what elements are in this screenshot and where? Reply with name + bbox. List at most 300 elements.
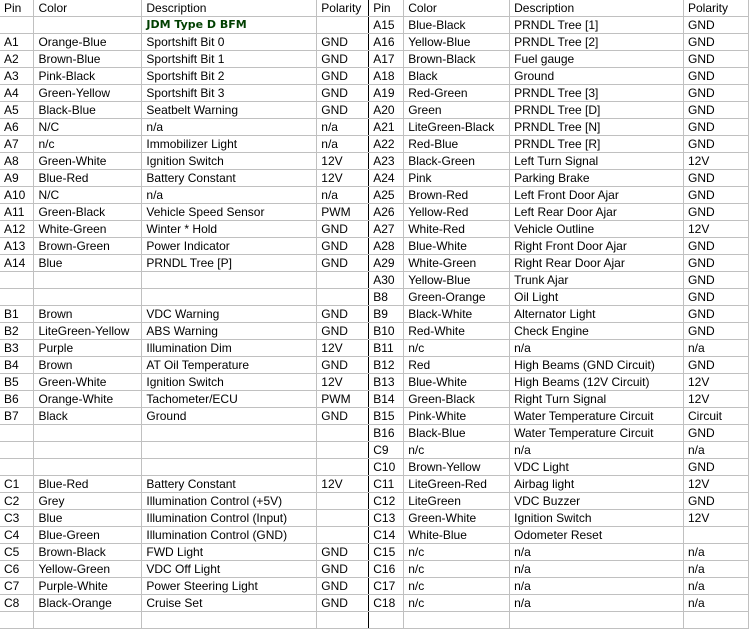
right-pin-cell: A30 [369,272,404,289]
right-pin-cell: A18 [369,68,404,85]
left-pin-cell: C6 [0,561,34,578]
right-polarity-cell: GND [684,255,749,272]
left-pin-cell: B5 [0,374,34,391]
left-pin-cell: C2 [0,493,34,510]
right-header-description: Description [510,0,684,17]
left-description-cell: Winter * Hold [142,221,317,238]
right-pin-cell [369,612,404,629]
right-color-cell: n/c [404,442,510,459]
left-pin-cell [0,459,34,476]
left-color-cell: Black [34,408,142,425]
right-color-cell: Brown-Yellow [404,459,510,476]
right-pin-cell: C17 [369,578,404,595]
table-row [0,204,749,221]
right-polarity-cell: n/a [684,340,749,357]
left-description-cell: Illumination Control (GND) [142,527,317,544]
left-description-cell: ABS Warning [142,323,317,340]
right-pin-cell: B16 [369,425,404,442]
left-polarity-cell: 12V [317,153,369,170]
right-pin-cell: B9 [369,306,404,323]
right-polarity-cell: GND [684,357,749,374]
left-color-cell [34,17,142,34]
left-pin-cell: C7 [0,578,34,595]
table-row [0,391,749,408]
left-polarity-cell [317,289,369,306]
right-polarity-cell: GND [684,306,749,323]
left-polarity-cell: 12V [317,476,369,493]
right-description-cell: Ignition Switch [510,510,684,527]
right-description-cell: High Beams (GND Circuit) [510,357,684,374]
right-polarity-cell: 12V [684,153,749,170]
left-polarity-cell: GND [317,68,369,85]
right-description-cell: PRNDL Tree [3] [510,85,684,102]
right-polarity-cell: GND [684,85,749,102]
right-description-cell: n/a [510,578,684,595]
left-pin-cell: B4 [0,357,34,374]
left-description-cell [142,612,317,629]
table-row [0,17,749,34]
right-color-cell: Red-Green [404,85,510,102]
right-color-cell: White-Red [404,221,510,238]
left-polarity-cell [317,425,369,442]
left-pin-cell: C8 [0,595,34,612]
left-polarity-cell [317,442,369,459]
right-polarity-cell: GND [684,119,749,136]
left-polarity-cell: GND [317,323,369,340]
left-polarity-cell: GND [317,408,369,425]
table-row [0,221,749,238]
left-polarity-cell: GND [317,51,369,68]
left-pin-cell: A14 [0,255,34,272]
right-polarity-cell: Circuit [684,408,749,425]
left-color-cell: Brown-Green [34,238,142,255]
left-color-cell [34,272,142,289]
right-color-cell: Brown-Red [404,187,510,204]
right-color-cell: LiteGreen [404,493,510,510]
left-polarity-cell: n/a [317,119,369,136]
right-pin-cell: B11 [369,340,404,357]
left-pin-cell: A10 [0,187,34,204]
left-color-cell: Yellow-Green [34,561,142,578]
right-description-cell: Vehicle Outline [510,221,684,238]
right-color-cell: Yellow-Blue [404,34,510,51]
table-row [0,527,749,544]
left-polarity-cell: PWM [317,204,369,221]
table-row [0,187,749,204]
right-color-cell: LiteGreen-Red [404,476,510,493]
left-pin-cell [0,425,34,442]
left-pin-cell: B6 [0,391,34,408]
right-pin-cell: C16 [369,561,404,578]
right-color-cell: Blue-White [404,374,510,391]
table-row [0,459,749,476]
left-color-cell: Brown [34,306,142,323]
right-polarity-cell: GND [684,323,749,340]
right-description-cell: PRNDL Tree [D] [510,102,684,119]
right-color-cell: LiteGreen-Black [404,119,510,136]
right-polarity-cell: GND [684,187,749,204]
right-color-cell: Red [404,357,510,374]
right-color-cell: Green-White [404,510,510,527]
left-pin-cell: A6 [0,119,34,136]
right-color-cell: Green-Orange [404,289,510,306]
right-pin-cell: C12 [369,493,404,510]
right-description-cell: Airbag light [510,476,684,493]
table-row [0,289,749,306]
right-polarity-cell: 12V [684,510,749,527]
left-color-cell: White-Green [34,221,142,238]
right-pin-cell: C18 [369,595,404,612]
right-polarity-cell: GND [684,493,749,510]
right-polarity-cell: n/a [684,595,749,612]
right-description-cell: n/a [510,544,684,561]
right-pin-cell: A20 [369,102,404,119]
left-description-cell: Cruise Set [142,595,317,612]
left-description-cell: Sportshift Bit 3 [142,85,317,102]
left-polarity-cell: GND [317,85,369,102]
left-pin-cell [0,612,34,629]
left-color-cell [34,425,142,442]
right-pin-cell: A28 [369,238,404,255]
right-description-cell: Left Turn Signal [510,153,684,170]
right-polarity-cell: GND [684,102,749,119]
right-color-cell: Red-Blue [404,136,510,153]
left-polarity-cell: GND [317,578,369,595]
table-row [0,357,749,374]
left-description-cell: Power Indicator [142,238,317,255]
left-color-cell [34,459,142,476]
right-pin-cell: B10 [369,323,404,340]
left-description-cell: Battery Constant [142,170,317,187]
left-color-cell: Brown-Blue [34,51,142,68]
right-polarity-cell: n/a [684,561,749,578]
right-description-cell: VDC Buzzer [510,493,684,510]
left-color-cell: Green-Yellow [34,85,142,102]
right-color-cell: Pink [404,170,510,187]
left-description-cell: Immobilizer Light [142,136,317,153]
right-color-cell: Blue-Black [404,17,510,34]
right-description-cell: Right Front Door Ajar [510,238,684,255]
left-pin-cell: A7 [0,136,34,153]
table-row [0,561,749,578]
right-polarity-cell [684,527,749,544]
left-color-cell: Brown [34,357,142,374]
right-pin-cell: A29 [369,255,404,272]
left-polarity-cell: GND [317,306,369,323]
right-pin-cell: A15 [369,17,404,34]
left-color-cell: LiteGreen-Yellow [34,323,142,340]
table-row [0,119,749,136]
right-description-cell: Trunk Ajar [510,272,684,289]
left-polarity-cell [317,493,369,510]
right-pin-cell: A17 [369,51,404,68]
table-row [0,595,749,612]
right-pin-cell: B15 [369,408,404,425]
left-color-cell: Blue-Red [34,476,142,493]
left-header-description: Description [142,0,317,17]
table-row [0,255,749,272]
right-header-pin: Pin [369,0,404,17]
left-polarity-cell: PWM [317,391,369,408]
right-polarity-cell: GND [684,17,749,34]
right-description-cell: VDC Light [510,459,684,476]
table-row [0,476,749,493]
left-description-cell: Ignition Switch [142,374,317,391]
right-polarity-cell: 12V [684,476,749,493]
left-description-cell: n/a [142,187,317,204]
left-color-cell: Pink-Black [34,68,142,85]
table-row [0,170,749,187]
left-description-cell: Sportshift Bit 1 [142,51,317,68]
right-polarity-cell: GND [684,51,749,68]
left-polarity-cell: GND [317,34,369,51]
right-polarity-cell: 12V [684,391,749,408]
left-pin-cell: A13 [0,238,34,255]
right-color-cell: n/c [404,544,510,561]
right-polarity-cell: GND [684,136,749,153]
right-pin-cell: B8 [369,289,404,306]
left-color-cell: Purple [34,340,142,357]
left-color-cell: Brown-Black [34,544,142,561]
right-description-cell: Fuel gauge [510,51,684,68]
right-color-cell: Brown-Black [404,51,510,68]
table-row [0,51,749,68]
table-row [0,238,749,255]
left-description-cell [142,272,317,289]
right-pin-cell: A19 [369,85,404,102]
table-row [0,408,749,425]
right-polarity-cell: 12V [684,374,749,391]
left-pin-cell: B1 [0,306,34,323]
right-pin-cell: A25 [369,187,404,204]
right-description-cell: n/a [510,561,684,578]
right-description-cell: Oil Light [510,289,684,306]
right-color-cell: Pink-White [404,408,510,425]
left-description-cell: Illumination Control (Input) [142,510,317,527]
right-pin-cell: C14 [369,527,404,544]
left-pin-cell: A12 [0,221,34,238]
left-description-cell: Vehicle Speed Sensor [142,204,317,221]
left-color-cell [34,612,142,629]
left-description-cell [142,425,317,442]
left-description-cell: Tachometer/ECU [142,391,317,408]
right-description-cell: PRNDL Tree [N] [510,119,684,136]
left-color-cell: N/C [34,119,142,136]
right-color-cell [404,612,510,629]
left-pin-cell: C3 [0,510,34,527]
right-pin-cell: B14 [369,391,404,408]
right-color-cell: Green [404,102,510,119]
left-description-cell: VDC Off Light [142,561,317,578]
right-color-cell: n/c [404,578,510,595]
left-color-cell: Black-Blue [34,102,142,119]
left-pin-cell [0,442,34,459]
left-pin-cell: C4 [0,527,34,544]
right-color-cell: Black-Green [404,153,510,170]
left-description-cell [142,289,317,306]
right-description-cell: High Beams (12V Circuit) [510,374,684,391]
right-pin-cell: C15 [369,544,404,561]
header-row [0,0,749,17]
table-row [0,612,749,629]
right-description-cell: Odometer Reset [510,527,684,544]
left-polarity-cell: GND [317,544,369,561]
left-header-polarity: Polarity [317,0,369,17]
right-description-cell: Right Rear Door Ajar [510,255,684,272]
table-row [0,510,749,527]
left-description-cell: PRNDL Tree [P] [142,255,317,272]
table-row [0,442,749,459]
left-description-cell: AT Oil Temperature [142,357,317,374]
right-pin-cell: A26 [369,204,404,221]
right-color-cell: Black [404,68,510,85]
right-polarity-cell: GND [684,272,749,289]
left-polarity-cell [317,272,369,289]
table-row [0,272,749,289]
right-description-cell: Right Turn Signal [510,391,684,408]
left-polarity-cell: 12V [317,170,369,187]
right-color-cell: n/c [404,595,510,612]
right-color-cell: n/c [404,561,510,578]
left-polarity-cell [317,17,369,34]
left-description-cell: Ground [142,408,317,425]
right-description-cell: Check Engine [510,323,684,340]
left-color-cell: Blue-Green [34,527,142,544]
left-pin-cell: A3 [0,68,34,85]
left-description-cell: Ignition Switch [142,153,317,170]
right-pin-cell: A24 [369,170,404,187]
left-description-cell: Power Steering Light [142,578,317,595]
left-polarity-cell: GND [317,255,369,272]
right-pin-cell: C10 [369,459,404,476]
left-pin-cell: B2 [0,323,34,340]
left-color-cell: Orange-White [34,391,142,408]
left-color-cell: Blue [34,255,142,272]
left-color-cell: n/c [34,136,142,153]
left-description-cell: Seatbelt Warning [142,102,317,119]
right-color-cell: Black-White [404,306,510,323]
left-pin-cell: A4 [0,85,34,102]
table-row [0,68,749,85]
left-polarity-cell: GND [317,357,369,374]
left-color-cell: Green-Black [34,204,142,221]
right-polarity-cell [684,612,749,629]
right-polarity-cell: n/a [684,544,749,561]
left-header-color: Color [34,0,142,17]
left-color-cell: Grey [34,493,142,510]
right-color-cell: Green-Black [404,391,510,408]
left-polarity-cell: GND [317,102,369,119]
right-description-cell: Alternator Light [510,306,684,323]
right-pin-cell: A16 [369,34,404,51]
right-polarity-cell: n/a [684,578,749,595]
left-polarity-cell [317,510,369,527]
right-description-cell: Ground [510,68,684,85]
right-polarity-cell: GND [684,204,749,221]
left-polarity-cell: GND [317,561,369,578]
left-description-cell: Sportshift Bit 2 [142,68,317,85]
left-description-cell: Illumination Control (+5V) [142,493,317,510]
table-row [0,136,749,153]
left-polarity-cell: 12V [317,340,369,357]
right-color-cell: Black-Blue [404,425,510,442]
left-pin-cell: B3 [0,340,34,357]
right-pin-cell: A23 [369,153,404,170]
left-polarity-cell: 12V [317,374,369,391]
right-header-polarity: Polarity [684,0,749,17]
right-color-cell: White-Green [404,255,510,272]
left-pin-cell [0,289,34,306]
right-description-cell: n/a [510,442,684,459]
right-polarity-cell: GND [684,289,749,306]
left-polarity-cell: GND [317,595,369,612]
left-description-cell [142,459,317,476]
left-description-cell: Illumination Dim [142,340,317,357]
right-description-cell: PRNDL Tree [2] [510,34,684,51]
right-color-cell: Yellow-Blue [404,272,510,289]
right-description-cell: Left Rear Door Ajar [510,204,684,221]
left-pin-cell: A9 [0,170,34,187]
left-pin-cell: A5 [0,102,34,119]
right-description-cell: PRNDL Tree [1] [510,17,684,34]
left-header-pin: Pin [0,0,34,17]
right-pin-cell: C11 [369,476,404,493]
table-row [0,85,749,102]
left-color-cell: Purple-White [34,578,142,595]
right-color-cell: Blue-White [404,238,510,255]
right-polarity-cell: GND [684,238,749,255]
left-pin-cell: A8 [0,153,34,170]
left-polarity-cell [317,527,369,544]
left-polarity-cell: n/a [317,187,369,204]
left-pin-cell: A1 [0,34,34,51]
right-description-cell [510,612,684,629]
left-description-cell: Sportshift Bit 0 [142,34,317,51]
left-pin-cell [0,17,34,34]
right-pin-cell: B13 [369,374,404,391]
right-polarity-cell: GND [684,425,749,442]
table-row [0,306,749,323]
left-polarity-cell: n/a [317,136,369,153]
left-color-cell [34,442,142,459]
right-color-cell: White-Blue [404,527,510,544]
right-description-cell: n/a [510,340,684,357]
left-polarity-cell: GND [317,238,369,255]
left-pin-cell: A2 [0,51,34,68]
right-polarity-cell: GND [684,459,749,476]
left-color-cell [34,289,142,306]
right-description-cell: Left Front Door Ajar [510,187,684,204]
left-pin-cell [0,272,34,289]
table-row [0,153,749,170]
left-description-cell [142,442,317,459]
right-pin-cell: B12 [369,357,404,374]
table-row [0,102,749,119]
right-description-cell: Water Temperature Circuit [510,408,684,425]
left-pin-cell: B7 [0,408,34,425]
left-description-cell: VDC Warning [142,306,317,323]
right-description-cell: Parking Brake [510,170,684,187]
right-pin-cell: A21 [369,119,404,136]
sheet-title: JDM Type D BFM [142,17,317,34]
left-description-cell: FWD Light [142,544,317,561]
table-row [0,425,749,442]
right-pin-cell: A27 [369,221,404,238]
table-row [0,493,749,510]
left-color-cell: Green-White [34,374,142,391]
table-row [0,374,749,391]
right-header-color: Color [404,0,510,17]
